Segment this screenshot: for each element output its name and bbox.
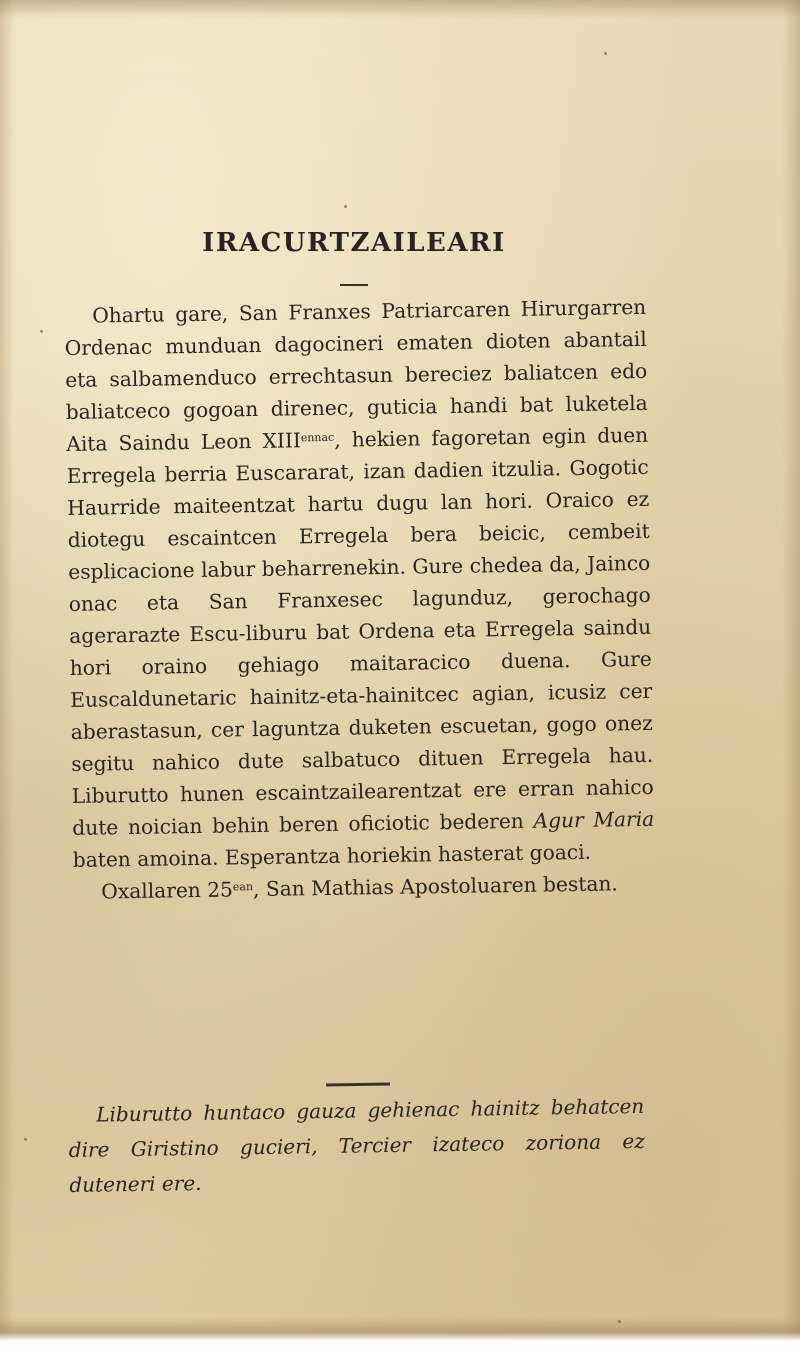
main-text — [64, 291, 655, 908]
superscript: ennac — [300, 430, 335, 445]
paragraph-text: Oxallaren 25 — [101, 877, 234, 904]
paragraph-text: baten amoina. Esperantza horiekin hasterat goaci. — [72, 839, 592, 872]
paper-speck — [40, 330, 43, 333]
paragraph-text: , hekien fagoretan egin duen Erregela berria Euscararat, izan dadien itzulia. Gogotic Haurride maiteentzat hartu dugu lan hori. Oraico ez diotegu escaintcen Erregela bera beicic, cembeit esplicacione labur beharrenekin. Gure chedea da, Jainco onac eta San Franxesec lagunduz, gerochago agerarazte Escu-liburu bat Ordena eta Erregela saindu hori oraino gehiago maitaracico duena. Gure Euscaldunetaric hainitz-eta-hainitcec agian, icusiz cer aberastasun, cer laguntza duketen escuetan, gogo onez segitu nahico dute salbatuco dituen Erregela hau. Liburutto hunen escaintzailearentzat ere erran nahico dute noician behin beren oficiotic bederen — [66, 422, 654, 840]
title-rule — [340, 284, 368, 286]
page-edge-left — [0, 0, 14, 1353]
separator-rule — [326, 1082, 390, 1086]
italic-note: Liburutto huntaco gauza gehienac hainitz behatcen dire Giristino gucieri, Tercier izateco zoriona ez duteneri ere. — [68, 1093, 645, 1197]
page-title: IRACURTZAILEARI — [202, 228, 506, 258]
paper-speck — [604, 52, 607, 55]
page-edge-bottom — [0, 1318, 800, 1353]
paper-speck — [344, 205, 347, 208]
paper-speck — [618, 1320, 621, 1323]
superscript: ean — [232, 880, 254, 894]
paper-speck — [24, 1138, 27, 1141]
page-edge-right — [782, 0, 800, 1353]
italic-phrase: Agur Maria — [533, 806, 655, 833]
page-edge-top — [0, 0, 800, 18]
paragraph-text: , San Mathias Apostoluaren bestan. — [252, 871, 618, 902]
paragraph-introduction — [64, 291, 655, 876]
paragraph-text: Ohartu gare, San Franxes Patriarcaren Hirurgarren Ordenac munduan dagocineri ematen dioten abantail eta salbamenduco errechtasun bereciez baliatcen edo baliatceco gogoan direnec, guticia handi bat luketela Aita Saindu Leon XIII — [64, 294, 648, 456]
